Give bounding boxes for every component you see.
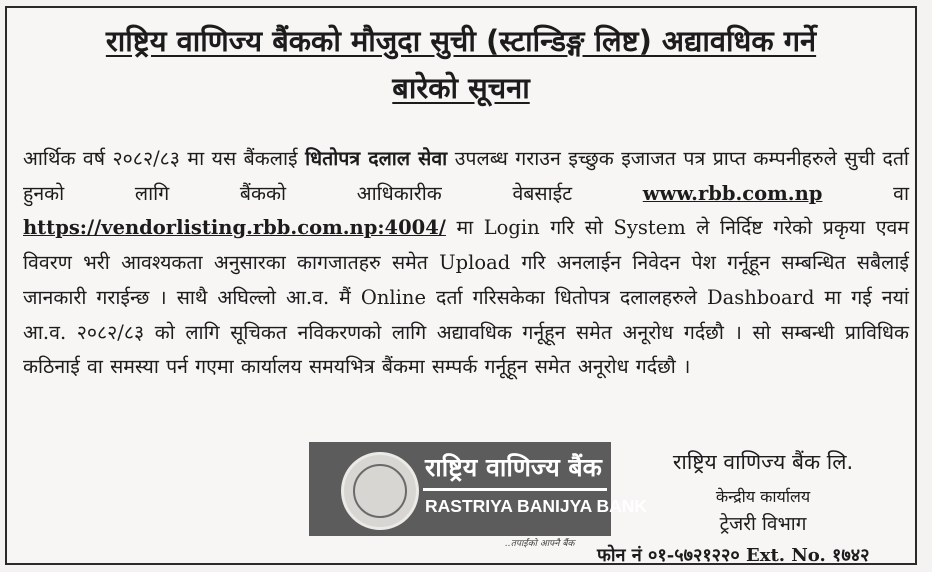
vendor-listing-link[interactable]: https://vendorlisting.rbb.com.np:4004/ — [23, 216, 446, 240]
body-text-3: वा — [822, 181, 909, 205]
notice-title-line-2: बारेको सूचना — [392, 71, 530, 105]
seal-ring — [353, 464, 407, 518]
logo-tagline: ..तपाईंको आफ्नै बैंक — [505, 539, 575, 549]
notice-body — [23, 142, 909, 385]
body-text-4: मा Login गरि सो System ले निर्दिष्ट गरेको प्रकृया एवम विवरण भरी आवश्यकता अनुसारका कागजातहरु समेत Upload गरि अनलाईन निवेदन पेश गर्नूहून सम्बन्धित सबैलाई जानकारी गराईन्छ । साथै अघिल्लो आ.व. मैं Online दर्ता गरिसकेका धितोपत्र दलालहरुले Dashboard मा गई नयां आ.व. २०८२/८३ को लागि सूचिकत नविकरणको लागि अद्यावधिक गर्नूहून समेत अनूरोध गर्दछौ । सो सम्बन्धी प्राविधिक कठिनाई वा समस्या पर्न गएमा कार्यालय समयभित्र बैंकमा सम्पर्क गर्नूहून समेत अनूरोध गर्दछौ । — [23, 216, 909, 379]
highlighted-service: धितोपत्र दलाल सेवा — [305, 147, 448, 170]
signature-organization: राष्ट्रिय वाणिज्य बैंक लि. — [672, 450, 854, 474]
body-text-2: उपलब्ध गराउन इच्छुक इजाजत पत्र प्राप्त कम्पनीहरुले सुची दर्ता हुनको लागि बैंकको आधिकारीक वेबसाईट — [23, 147, 909, 205]
notice-title-line-1: राष्ट्रिय वाणिज्य बैंकको मौजुदा सुची (स्टान्डिङ्ग लिष्ट) अद्यावधिक गर्ने — [105, 24, 817, 58]
logo-divider — [423, 488, 607, 491]
body-text-1: आर्थिक वर्ष २०८२/८३ मा यस बैंकलाई — [23, 147, 306, 170]
notice-frame — [5, 6, 917, 565]
logo-name-english: RASTRIYA BANIJYA BANK — [425, 496, 648, 516]
signature-department: ट्रेजरी विभाग — [719, 513, 807, 535]
contact-phone: फोन नं ०१-५७२१२२० Ext. No. १७४२ — [597, 545, 870, 566]
bank-logo — [309, 442, 648, 536]
bank-seal-icon — [341, 452, 419, 530]
logo-name-nepali: राष्ट्रिय वाणिज्य बैंक — [425, 453, 602, 482]
signature-office: केन्द्रीय कार्यालय — [715, 487, 811, 506]
website-link[interactable]: www.rbb.com.np — [642, 181, 823, 205]
notice-title — [7, 18, 915, 112]
